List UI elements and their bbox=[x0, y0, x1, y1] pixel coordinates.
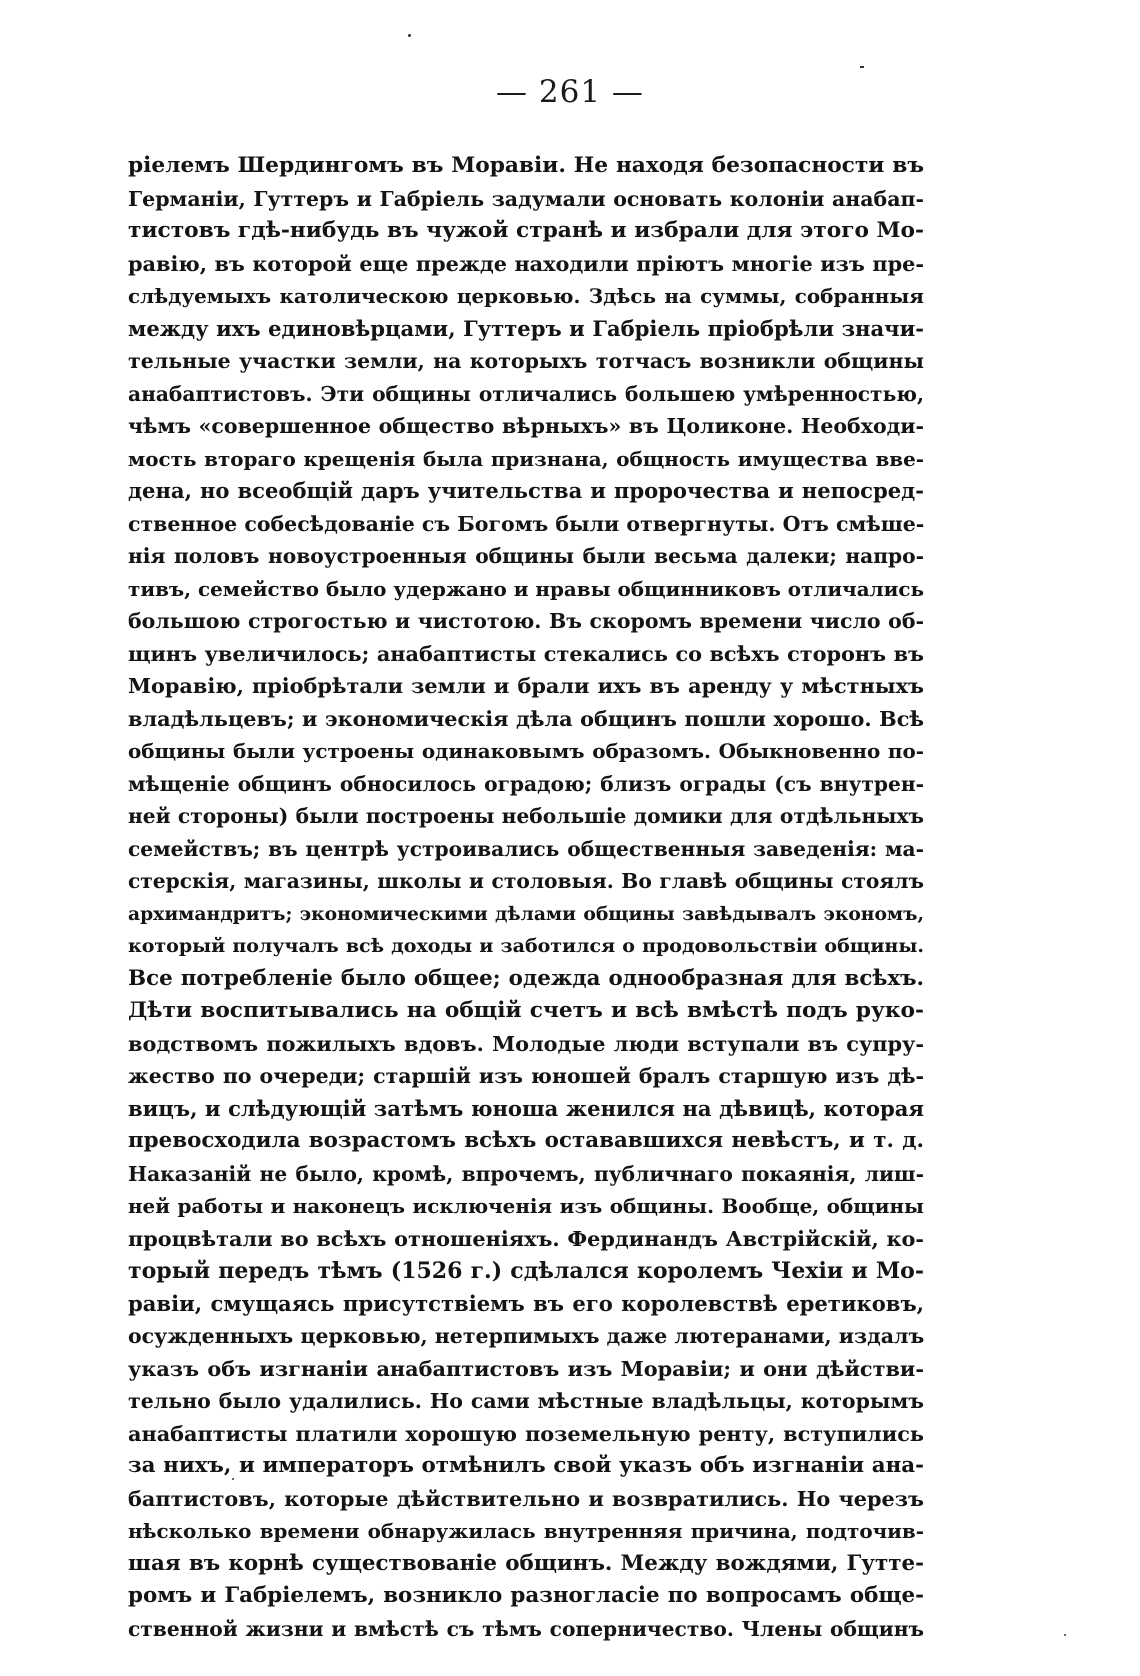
ink-speck bbox=[1064, 1634, 1066, 1636]
text-line: нѣсколько времени обнаружилась внутренняя причина, подточив- bbox=[128, 1519, 924, 1543]
body-text bbox=[128, 150, 924, 1645]
text-line: ріелемъ Шердингомъ въ Моравіи. Не находя безопасности въ bbox=[128, 153, 924, 178]
text-line: щинъ увеличилось; анабаптисты стекались со всѣхъ сторонъ въ bbox=[128, 640, 924, 666]
text-line: тельные участки земли, на которыхъ тотчасъ возникли общины bbox=[128, 349, 924, 373]
text-line: который получалъ всѣ доходы и заботился о продовольствіи общины. bbox=[128, 935, 924, 957]
text-line: ственное собесѣдованіе съ Богомъ были отвергнуты. Отъ смѣше- bbox=[128, 511, 924, 536]
text-line: равіи, смущаясь присутствіемъ въ его королевствѣ еретиковъ, bbox=[128, 1290, 924, 1316]
text-line: чѣмъ «совершенное общество вѣрныхъ» въ Цоликоне. Необходи- bbox=[128, 414, 924, 438]
text-line: архимандритъ; экономическими дѣлами общины завѣдывалъ экономъ, bbox=[128, 902, 924, 925]
text-line: анабаптистовъ. Эти общины отличались большею умѣренностью, bbox=[128, 381, 924, 406]
text-line: семействъ; въ центрѣ устроивались общественныя заведенія: ма- bbox=[128, 836, 924, 861]
text-line: тистовъ гдѣ-нибудь въ чужой странѣ и избрали для этого Мо- bbox=[128, 218, 924, 243]
text-line: за нихъ, и императоръ отмѣнилъ свой указъ объ изгнаніи ана- bbox=[128, 1453, 924, 1478]
text-line: общины были устроены одинаковымъ образомъ. Обыкновенно по- bbox=[128, 739, 924, 763]
text-line: шая въ корнѣ существованіе общинъ. Между вождями, Гутте- bbox=[128, 1550, 924, 1576]
text-line: осужденныхъ церковью, нетерпимыхъ даже лютеранами, издалъ bbox=[128, 1324, 924, 1348]
text-line: мость втораго крещенія была признана, общность имущества вве- bbox=[128, 446, 924, 471]
text-line: мѣщеніе общинъ обносилось оградою; близъ ограды (съ внутрен- bbox=[128, 771, 924, 796]
page-number: — 261 — bbox=[496, 74, 644, 110]
text-line: жество по очереди; старшій изъ юношей бралъ старшую изъ дѣ- bbox=[128, 1064, 924, 1088]
text-line: тельно было удалились. Но сами мѣстные владѣльцы, которымъ bbox=[128, 1389, 924, 1413]
text-line: владѣльцевъ; и экономическія дѣла общинъ пошли хорошо. Всѣ bbox=[128, 705, 924, 731]
text-line: водствомъ пожилыхъ вдовъ. Молодые люди вступали въ супру- bbox=[128, 1030, 924, 1056]
ink-speck bbox=[408, 34, 411, 37]
text-line: большою строгостью и чистотою. Въ скоромъ времени число об- bbox=[128, 609, 924, 633]
text-line: превосходила возрастомъ всѣхъ остававшихся невѣстъ, и т. д. bbox=[128, 1128, 924, 1153]
text-line: дена, но всеобщій даръ учительства и пророчества и непосред- bbox=[128, 478, 924, 503]
text-line: баптистовъ, которые дѣйствительно и возвратились. Но черезъ bbox=[128, 1485, 924, 1511]
text-line: Моравію, пріобрѣтали земли и брали ихъ въ аренду у мѣстныхъ bbox=[128, 673, 924, 698]
text-line: торый передъ тѣмъ (1526 г.) сдѣлался королемъ Чехіи и Мо- bbox=[128, 1258, 924, 1284]
text-line: равію, въ которой еще прежде находили пріютъ многіе изъ пре- bbox=[128, 250, 924, 276]
text-line: ромъ и Габріелемъ, возникло разногласіе по вопросамъ обще- bbox=[128, 1583, 924, 1608]
ink-speck bbox=[860, 66, 864, 68]
text-line: ней работы и наконецъ исключенія изъ общины. Вообще, общины bbox=[128, 1194, 924, 1218]
text-line: анабаптисты платили хорошую поземельную ренту, вступились bbox=[128, 1420, 924, 1446]
text-line: Дѣти воспитывались на общій счетъ и всѣ вмѣстѣ подъ руко- bbox=[128, 998, 924, 1023]
text-line: ственной жизни и вмѣстѣ съ тѣмъ соперничество. Члены общинъ bbox=[128, 1616, 924, 1641]
text-line: Все потребленіе было общее; одежда однообразная для всѣхъ. bbox=[128, 965, 924, 991]
text-line: стерскія, магазины, школы и столовыя. Во главѣ общины стоялъ bbox=[128, 869, 924, 893]
text-line: процвѣтали во всѣхъ отношеніяхъ. Фердинандъ Австрійскій, ко- bbox=[128, 1225, 924, 1251]
text-line: тивъ, семейство было удержано и нравы общинниковъ отличались bbox=[128, 576, 924, 601]
text-line: между ихъ единовѣрцами, Гуттеръ и Габріель пріобрѣли значи- bbox=[128, 315, 924, 341]
text-line: указъ объ изгнаніи анабаптистовъ изъ Моравіи; и они дѣйстви- bbox=[128, 1355, 924, 1381]
text-line: Наказаній не было, кромѣ, впрочемъ, публичнаго покаянія, лиш- bbox=[128, 1161, 924, 1186]
text-line: вицъ, и слѣдующій затѣмъ юноша женился на дѣвицѣ, которая bbox=[128, 1095, 924, 1121]
text-line: слѣдуемыхъ католическою церковью. Здѣсь на суммы, собранныя bbox=[128, 284, 924, 308]
text-line: Германіи, Гуттеръ и Габріель задумали основать колоніи анабап- bbox=[128, 186, 924, 211]
text-line: нія половъ новоустроенныя общины были весьма далеки; напро- bbox=[128, 544, 924, 568]
text-line: ней стороны) были построены небольшіе домики для отдѣльныхъ bbox=[128, 804, 924, 828]
